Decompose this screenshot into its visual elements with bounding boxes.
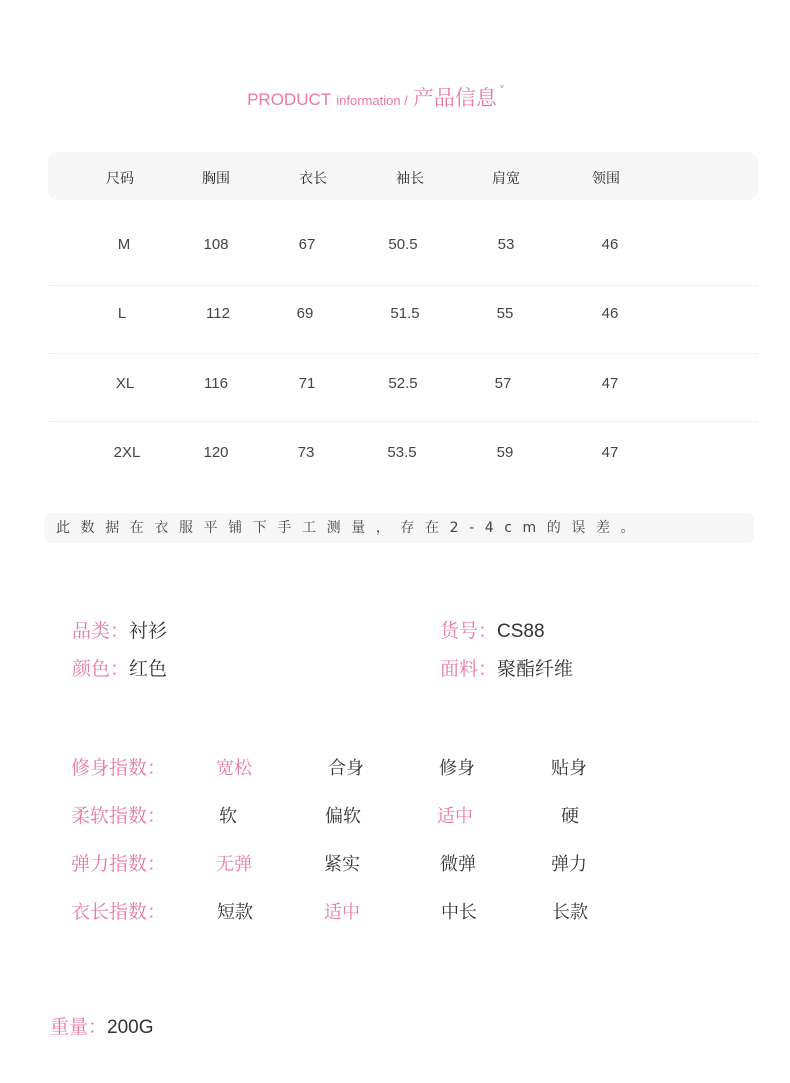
fit-index-label: 修身指数： bbox=[71, 757, 167, 779]
header-chest: 胸围 bbox=[202, 171, 230, 187]
header-size: 尺码 bbox=[106, 171, 134, 187]
attr-item-no bbox=[440, 616, 545, 643]
table-cell: L bbox=[117, 305, 127, 322]
attr-category-value: 衬衫 bbox=[129, 620, 168, 642]
table-cell: 59 bbox=[496, 444, 514, 461]
weight bbox=[50, 1012, 154, 1039]
section-title bbox=[0, 82, 752, 112]
elasticity-option: 微弹 bbox=[440, 854, 476, 875]
chevron-down-icon: ˅ bbox=[498, 84, 505, 98]
attr-color-value: 红色 bbox=[129, 658, 168, 680]
fit-option: 修身 bbox=[439, 758, 475, 779]
weight-value: 200G bbox=[107, 1017, 154, 1038]
attr-category-label: 品类： bbox=[72, 620, 130, 642]
table-cell: 47 bbox=[601, 375, 619, 392]
attr-item-no-label: 货号： bbox=[440, 620, 498, 642]
table-cell: 47 bbox=[601, 444, 619, 461]
table-cell: 120 bbox=[203, 444, 229, 461]
table-cell: 46 bbox=[601, 236, 619, 253]
size-table-header bbox=[48, 152, 758, 200]
elasticity-option: 弹力 bbox=[551, 854, 587, 875]
table-cell: 46 bbox=[601, 305, 619, 322]
length-option: 短款 bbox=[217, 902, 253, 923]
header-sleeve: 袖长 bbox=[396, 171, 424, 187]
length-option: 适中 bbox=[324, 902, 360, 923]
elasticity-option: 无弹 bbox=[216, 854, 252, 875]
table-cell: 112 bbox=[206, 305, 230, 322]
table-cell: 116 bbox=[204, 375, 228, 392]
attr-category bbox=[72, 616, 167, 643]
table-cell: 71 bbox=[298, 375, 316, 392]
weight-label: 重量： bbox=[50, 1016, 108, 1038]
table-cell: 52.5 bbox=[388, 375, 418, 392]
length-option: 中长 bbox=[441, 902, 477, 923]
table-row bbox=[48, 349, 758, 419]
table-cell: 50.5 bbox=[388, 236, 418, 253]
attr-fabric-label: 面料： bbox=[440, 658, 498, 680]
softness-option: 软 bbox=[219, 806, 237, 827]
title-word-information: information / bbox=[336, 93, 408, 108]
fit-option: 宽松 bbox=[216, 758, 252, 779]
table-row bbox=[48, 210, 758, 280]
length-index-label: 衣长指数： bbox=[71, 901, 167, 923]
table-cell: 108 bbox=[203, 236, 229, 253]
table-cell: 67 bbox=[298, 236, 316, 253]
table-cell: XL bbox=[115, 375, 135, 392]
measurement-note: 此数据在衣服平铺下手工测量，存在2-4cm的误差。 bbox=[44, 513, 754, 543]
table-cell: 55 bbox=[496, 305, 514, 322]
header-shoulder: 肩宽 bbox=[492, 171, 520, 187]
attr-fabric bbox=[440, 654, 573, 681]
softness-option: 偏软 bbox=[325, 806, 361, 827]
table-cell: 53 bbox=[497, 236, 515, 253]
elasticity-option: 紧实 bbox=[324, 854, 360, 875]
softness-option: 适中 bbox=[437, 806, 473, 827]
attr-color-label: 颜色： bbox=[72, 658, 130, 680]
table-row bbox=[48, 418, 758, 488]
table-cell: 53.5 bbox=[387, 444, 417, 461]
header-collar: 领围 bbox=[592, 171, 620, 187]
elasticity-index-label: 弹力指数： bbox=[71, 853, 167, 875]
attr-color bbox=[72, 654, 167, 681]
length-option: 长款 bbox=[552, 902, 588, 923]
table-cell: 69 bbox=[296, 305, 314, 322]
table-cell: 51.5 bbox=[390, 305, 420, 322]
table-cell: 73 bbox=[297, 444, 315, 461]
softness-index-label: 柔软指数： bbox=[71, 805, 167, 827]
table-row bbox=[48, 279, 758, 349]
title-chinese: 产品信息 bbox=[412, 86, 497, 110]
softness-option: 硬 bbox=[561, 806, 579, 827]
fit-option: 合身 bbox=[328, 758, 364, 779]
attr-fabric-value: 聚酯纤维 bbox=[497, 658, 574, 680]
header-length: 衣长 bbox=[299, 171, 327, 187]
title-word-product: PRODUCT bbox=[247, 90, 332, 109]
attr-item-no-value: CS88 bbox=[497, 621, 545, 642]
table-cell: 57 bbox=[494, 375, 512, 392]
table-cell: 2XL bbox=[113, 444, 141, 461]
fit-option: 贴身 bbox=[551, 758, 587, 779]
table-cell: M bbox=[117, 236, 131, 253]
